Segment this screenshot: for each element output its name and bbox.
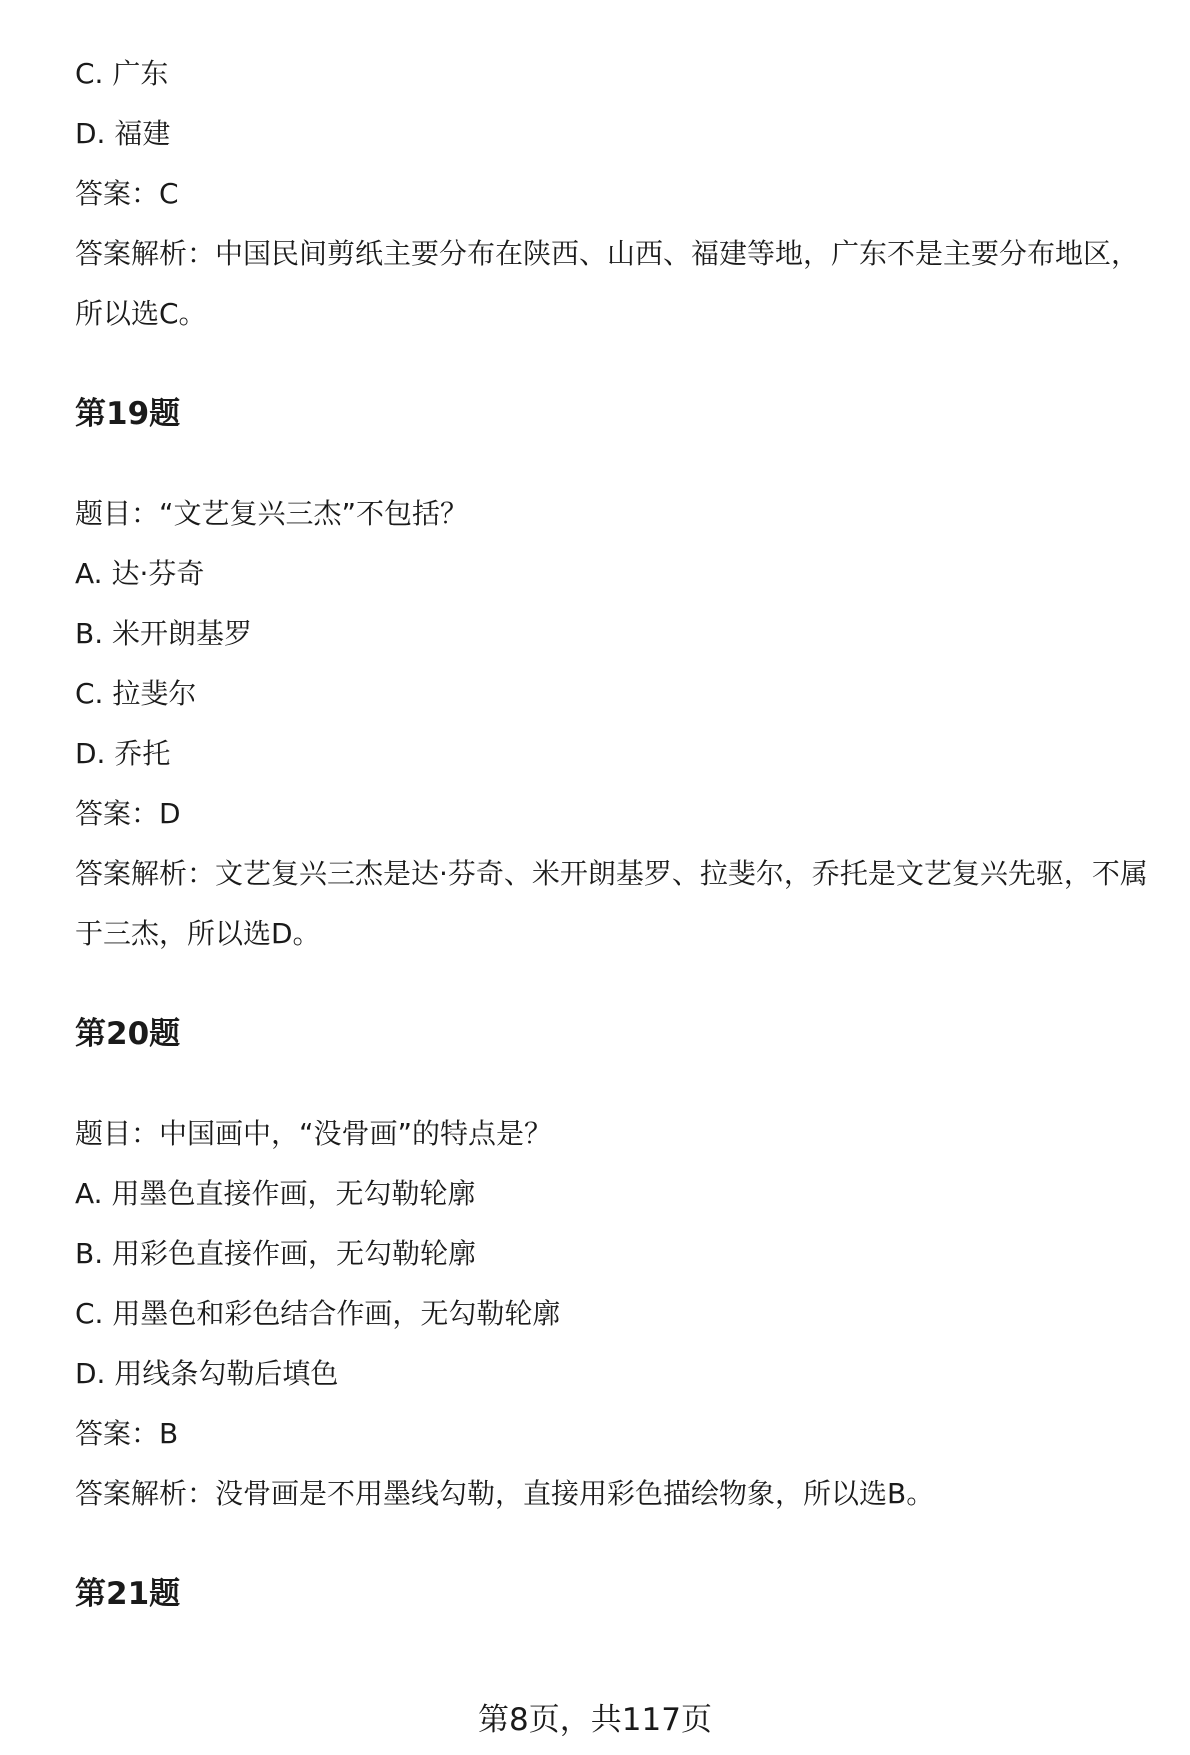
question-21 [75,1564,1165,1624]
option-d: D. 用线条勾勒后填色 [75,1357,339,1390]
question-20 [75,1004,1165,1524]
question-heading: 第21题 [75,1576,181,1612]
question-text: 题目：中国画中，“没骨画”的特点是？ [75,1117,553,1150]
question-heading: 第20题 [75,1016,181,1052]
option-a: A. 用墨色直接作画，无勾勒轮廓 [75,1177,476,1210]
page-number-footer: 第8页，共117页 [478,1702,712,1738]
option-b: B. 米开朗基罗 [75,617,253,650]
option-d: D. 福建 [75,117,171,150]
question-19 [75,384,1165,964]
question-18-tail [75,44,1165,344]
option-a: A. 达·芬奇 [75,557,205,590]
answer-explanation: 答案解析：文艺复兴三杰是达·芬奇、米开朗基罗、拉斐尔，乔托是文艺复兴先驱，不属于三杰，所以选D。 [75,857,1148,950]
answer: 答案：B [75,1417,179,1450]
option-d: D. 乔托 [75,737,171,770]
answer: 答案：D [75,797,181,830]
page-content [75,44,1165,1624]
answer-explanation: 答案解析：中国民间剪纸主要分布在陕西、山西、福建等地，广东不是主要分布地区，所以选C。 [75,237,1140,330]
question-text: 题目：“文艺复兴三杰”不包括？ [75,497,469,530]
answer: 答案：C [75,177,179,210]
option-c: C. 拉斐尔 [75,677,197,710]
option-c: C. 用墨色和彩色结合作画，无勾勒轮廓 [75,1297,561,1330]
answer-explanation: 答案解析：没骨画是不用墨线勾勒，直接用彩色描绘物象，所以选B。 [75,1477,935,1510]
option-b: B. 用彩色直接作画，无勾勒轮廓 [75,1237,477,1270]
option-c: C. 广东 [75,57,169,90]
question-heading: 第19题 [75,396,181,432]
